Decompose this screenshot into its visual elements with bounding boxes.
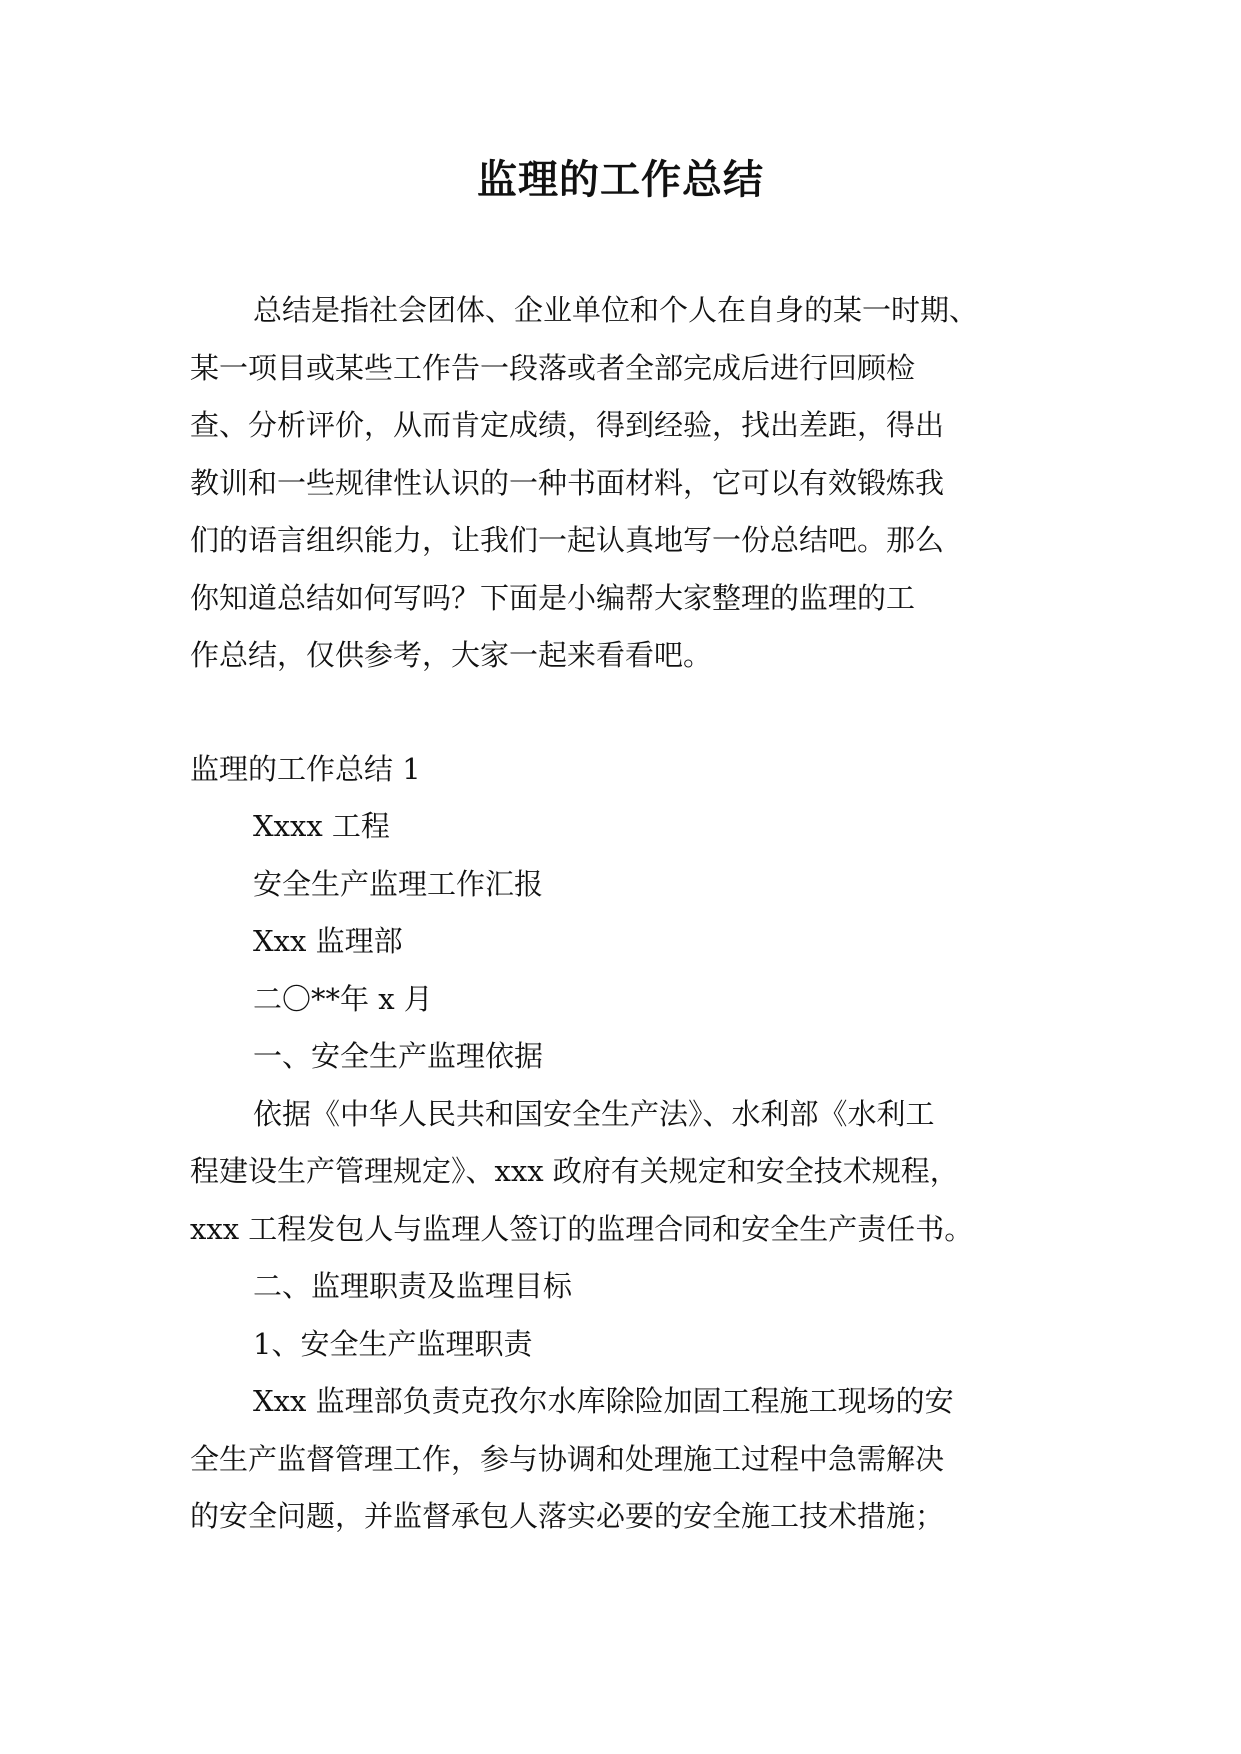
part1-line: 依据《中华人民共和国安全生产法》、水利部《水利工 bbox=[253, 1096, 935, 1131]
document-body bbox=[190, 282, 1056, 1546]
part2-sub1-paragraph bbox=[190, 1373, 1056, 1546]
part2-sub1-line: 全生产监督管理工作，参与协调和处理施工过程中急需解决 bbox=[190, 1441, 945, 1476]
intro-line: 总结是指社会团体、企业单位和个人在自身的某一时期、 bbox=[253, 293, 979, 327]
document-title: 监理的工作总结 bbox=[477, 157, 764, 203]
intro-line: 你知道总结如何写吗？下面是小编帮大家整理的监理的工 bbox=[190, 580, 916, 615]
intro-line: 查、分析评价，从而肯定成绩，得到经验，找出差距，得出 bbox=[190, 408, 945, 442]
part2-sub1-heading: 1、安全生产监理职责 bbox=[253, 1326, 533, 1361]
report-title: 安全生产监理工作汇报 bbox=[253, 866, 544, 901]
part1-paragraph bbox=[190, 1086, 1056, 1259]
section-heading: 监理的工作总结 1 bbox=[190, 751, 421, 786]
intro-line: 教训和一些规律性认识的一种书面材料，它可以有效锻炼我 bbox=[190, 465, 945, 500]
part1-line: xxx 工程发包人与监理人签订的监理合同和安全生产责任书。 bbox=[190, 1211, 974, 1246]
report-date: 二〇**年 x 月 bbox=[253, 981, 433, 1016]
section-spacer bbox=[190, 685, 1056, 741]
part1-heading: 一、安全生产监理依据 bbox=[253, 1039, 544, 1073]
project-name: Xxxx 工程 bbox=[253, 809, 390, 843]
intro-paragraph bbox=[190, 282, 1056, 685]
part2-heading: 二、监理职责及监理目标 bbox=[253, 1269, 573, 1303]
department-name: Xxx 监理部 bbox=[253, 924, 403, 958]
part2-sub1-line: Xxx 监理部负责克孜尔水库除险加固工程施工现场的安 bbox=[253, 1384, 954, 1418]
intro-line: 们的语言组织能力，让我们一起认真地写一份总结吧。那么 bbox=[190, 523, 945, 557]
intro-line: 某一项目或某些工作告一段落或者全部完成后进行回顾检 bbox=[190, 350, 916, 385]
part2-sub1-line: 的安全问题，并监督承包人落实必要的安全施工技术措施； bbox=[190, 1499, 945, 1533]
part1-line: 程建设生产管理规定》、xxx 政府有关规定和安全技术规程， bbox=[190, 1154, 959, 1188]
intro-line: 作总结，仅供参考，大家一起来看看吧。 bbox=[190, 638, 713, 672]
